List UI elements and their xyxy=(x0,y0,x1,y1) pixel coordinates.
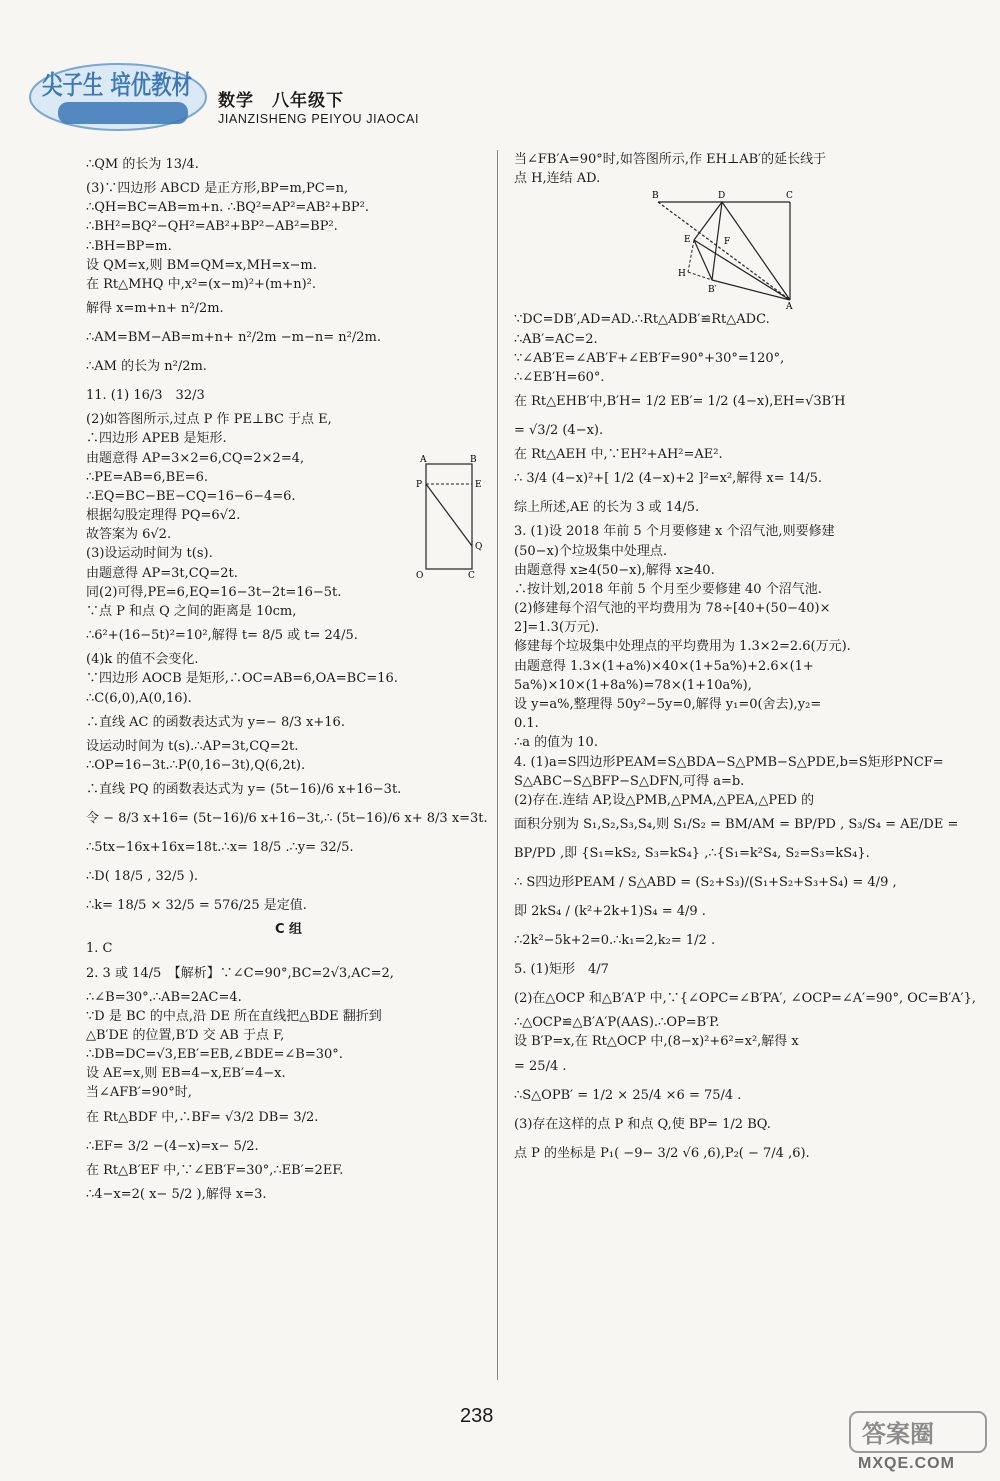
text-line: 2]=1.3(万元). xyxy=(514,620,600,636)
text-line: ∴ S四边形PEAM / S△ABD = (S₂+S₃)/(S₁+S₂+S₃+S₄) = 4/9 , xyxy=(514,875,897,891)
text-line: 由题意得 1.3×(1+a%)×40×(1+5a%)+2.6×(1+ xyxy=(514,658,814,674)
text-line: 设 QM=x,则 BM=QM=x,MH=x−m. xyxy=(86,257,317,273)
text-line: 修建每个垃圾集中处理点的平均费用为 1.3×2=2.6(万元). xyxy=(514,639,851,655)
text-line: ∵∠AB′E=∠AB′F+∠EB′F=90°+30°=120°, xyxy=(514,350,785,366)
text-line: 由题意得 x≥4(50−x),解得 x≥40. xyxy=(514,562,715,578)
text-line: 由题意得 AP=3t,CQ=2t. xyxy=(86,565,238,581)
text-line: 2. 3 或 14/5 【解析】∵∠C=90°,BC=2√3,AC=2, xyxy=(86,965,394,981)
column-divider xyxy=(497,150,498,1380)
text-line: ∴PE=AB=6,BE=6. xyxy=(86,469,208,485)
text-line: 即 2kS₄ / (k²+2k+1)S₄ = 4/9 . xyxy=(514,904,706,920)
text-line: 点 P 的坐标是 P₁( −9− 3/2 √6 ,6),P₂( − 7/4 ,6). xyxy=(514,1145,810,1161)
label-d: D xyxy=(718,191,726,201)
text-line: ∴QM 的长为 13/4. xyxy=(86,157,199,172)
text-line: ∴∠B=30°.∴AB=2AC=4. xyxy=(86,989,242,1005)
text-line: ∴k= 18/5 × 32/5 = 576/25 是定值. xyxy=(86,898,307,914)
text-line: △B′DE 的位置,B′D 交 AB 于点 F, xyxy=(86,1027,285,1043)
text-line: ∴4−x=2( x− 5/2 ),解得 x=3. xyxy=(86,1186,267,1202)
text-line: ∴EF= 3/2 −(4−x)=x− 5/2. xyxy=(86,1138,259,1154)
text-line: ∴a 的值为 10. xyxy=(514,735,598,751)
text-line: (2)在△OCP 和△B′A′P 中,∵{∠OPC=∠B′PA′, ∠OCP=∠A′=90°, OC=B′A′}, xyxy=(514,991,977,1007)
text-line: ∴OP=16−3t.∴P(0,16−3t),Q(6,2t). xyxy=(86,757,306,773)
rectangle-figure xyxy=(416,454,486,579)
text-line: 5. (1)矩形 4/7 xyxy=(514,962,609,978)
text-line: ∴△OCP≌△B′A′P(AAS).∴OP=B′P. xyxy=(514,1015,720,1031)
text-line: 在 Rt△MHQ 中,x²=(x−m)²+(m+n)². xyxy=(86,276,317,292)
text-line: ∴D( 18/5 , 32/5 ). xyxy=(86,869,199,885)
label-b: B xyxy=(470,455,477,465)
label-e: E xyxy=(475,480,482,490)
text-line: ∵四边形 AOCB 是矩形,∴OC=AB=6,OA=BC=16. xyxy=(86,671,398,687)
text-line: 点 H,连结 AD. xyxy=(514,171,601,187)
text-line: (3)存在这样的点 P 和点 Q,使 BP= 1/2 BQ. xyxy=(514,1116,771,1132)
text-line: ∴2k²−5k+2=0.∴k₁=2,k₂= 1/2 . xyxy=(514,933,716,949)
text-line: (3)设运动时间为 t(s). xyxy=(86,546,213,562)
text-line: ∴BH=BP=m. xyxy=(86,238,172,254)
label-c: C xyxy=(786,191,793,201)
text-line: 解得 x=m+n+ n²/2m. xyxy=(86,301,224,317)
label-a: A xyxy=(786,302,793,312)
text-line: S△ABC−S△BFP−S△DFN,可得 a=b. xyxy=(514,773,745,789)
label-p: P xyxy=(416,480,423,490)
label-e: E xyxy=(684,235,691,245)
label-f: F xyxy=(724,237,731,247)
text-line: ∴AB′=AC=2. xyxy=(514,331,598,347)
label-b-prime: B′ xyxy=(708,285,717,295)
page-number: 238 xyxy=(460,1405,494,1427)
right-column xyxy=(514,150,977,1168)
text-line: 令 − 8/3 x+16= (5t−16)/6 x+16−3t,∴ (5t−16)/6 x+ 8/3 x=3t. xyxy=(86,811,488,827)
text-line: ∴5tx−16x+16x=18t.∴x= 18/5 .∴y= 32/5. xyxy=(86,840,354,856)
text-line: ∴BH²=BQ²−QH²=AB²+BP²−AB²=BP². xyxy=(86,219,338,235)
text-line: 在 Rt△AEH 中,∵EH²+AH²=AE². xyxy=(514,447,723,463)
folding-figure xyxy=(650,188,800,310)
text-line: 故答案为 6√2. xyxy=(86,527,172,543)
text-line: ∴四边形 APEB 是矩形. xyxy=(86,431,227,447)
text-line: ∴ 3/4 (4−x)²+[ 1/2 (4−x)+2 ]²=x²,解得 x= 14/5. xyxy=(514,471,823,487)
watermark-url: MXQE.COM xyxy=(858,1455,955,1472)
text-line: 0.1. xyxy=(514,716,539,732)
label-o: O xyxy=(416,571,424,581)
text-line: (2)如答图所示,过点 P 作 PE⊥BC 于点 E, xyxy=(86,412,332,428)
logo-line-1: 尖子生 培优教材 xyxy=(42,71,234,101)
book-title: 数学 八年级下 xyxy=(218,91,344,111)
text-line: = √3/2 (4−x). xyxy=(514,423,604,439)
text-line: ∴AM=BM−AB=m+n+ n²/2m −m−n= n²/2m. xyxy=(86,330,381,346)
text-line: ∵D 是 BC 的中点,沿 DE 所在直线把△BDE 翻折到 xyxy=(86,1008,382,1024)
label-c: C xyxy=(468,571,475,581)
label-a: A xyxy=(420,455,427,465)
text-line: ∴∠EB′H=60°. xyxy=(514,369,605,385)
text-line: 面积分别为 S₁,S₂,S₃,S₄,则 S₁/S₂ = BM/AM = BP/PD , S₃/S₄ = AE/DE = xyxy=(514,817,959,833)
label-b: B xyxy=(652,191,659,201)
text-line: ∴QH=BC=AB=m+n. ∴BQ²=AP²=AB²+BP². xyxy=(86,200,369,216)
section-heading-group-c: C 组 xyxy=(274,922,303,938)
text-line: (2)修建每个沼气池的平均费用为 78÷[40+(50−40)× xyxy=(514,601,831,617)
text-line: (2)存在.连结 AP,设△PMB,△PMA,△PEA,△PED 的 xyxy=(514,792,815,808)
text-line: (3)∵四边形 ABCD 是正方形,BP=m,PC=n, xyxy=(86,181,349,196)
text-line: 综上所述,AE 的长为 3 或 14/5. xyxy=(514,500,700,516)
text-line: 当∠AFB′=90°时, xyxy=(86,1085,192,1101)
text-line: 设运动时间为 t(s).∴AP=3t,CQ=2t. xyxy=(86,738,299,754)
text-line: 1. C xyxy=(86,941,113,957)
text-line: ∴DB=DC=√3,EB′=EB,∠BDE=∠B=30°. xyxy=(86,1047,343,1063)
text-line: ∴EQ=BC−BE−CQ=16−6−4=6. xyxy=(86,488,296,504)
text-line: BP/PD ,即 {S₁=kS₂, S₃=kS₄} ,∴{S₁=k²S₄, S₂=S₃=kS₄}. xyxy=(514,846,870,862)
text-line: 11. (1) 16/3 32/3 xyxy=(86,388,205,404)
text-line: ∴直线 AC 的函数表达式为 y=− 8/3 x+16. xyxy=(86,714,345,730)
text-line: 根据勾股定理得 PQ=6√2. xyxy=(86,508,241,524)
text-line: ∵DC=DB′,AD=AD.∴Rt△ADB′≌Rt△ADC. xyxy=(514,312,770,328)
text-line: 5a%)×10×(1+8a%)=78×(1+10a%), xyxy=(514,677,752,693)
text-line: 3. (1)设 2018 年前 5 个月要修建 x 个沼气池,则要修建 xyxy=(514,524,835,540)
text-line: (4)k 的值不会变化. xyxy=(86,652,199,668)
text-line: 同(2)可得,PE=6,EQ=16−3t−2t=16−5t. xyxy=(86,584,342,600)
text-line: ∴S△OPB′ = 1/2 × 25/4 ×6 = 75/4 . xyxy=(514,1087,742,1103)
text-line: 设 AE=x,则 EB=4−x,EB′=4−x. xyxy=(86,1066,286,1082)
text-line: 4. (1)a=S四边形PEAM=S△BDA−S△PMB−S△PDE,b=S矩形PNCF= xyxy=(514,754,944,770)
text-line: ∴按计划,2018 年前 5 个月至少要修建 40 个沼气池. xyxy=(514,581,822,597)
text-line: 在 Rt△B′EF 中,∵∠EB′F=30°,∴EB′=2EF. xyxy=(86,1162,344,1178)
text-line: 在 Rt△EHB′中,B′H= 1/2 EB′= 1/2 (4−x),EH=√3B′H xyxy=(514,394,846,410)
book-series-logo xyxy=(28,62,234,132)
text-line: 设 B′P=x,在 Rt△OCP 中,(8−x)²+6²=x²,解得 x xyxy=(514,1034,799,1050)
label-h: H xyxy=(678,269,686,279)
text-line: (50−x)个垃圾集中处理点. xyxy=(514,543,668,559)
book-subtitle: JIANZISHENG PEIYOU JIAOCAI xyxy=(218,112,420,126)
text-line: ∵点 P 和点 Q 之间的距离是 10cm, xyxy=(86,604,297,619)
left-column xyxy=(86,150,491,1209)
text-line: 当∠FB′A=90°时,如答图所示,作 EH⊥AB′的延长线于 xyxy=(514,152,827,167)
text-line: = 25/4 . xyxy=(514,1058,567,1074)
label-q: Q xyxy=(475,542,483,552)
text-line: ∴C(6,0),A(0,16). xyxy=(86,690,192,706)
watermark-logo-text: 答案圈 xyxy=(862,1420,934,1448)
text-line: 在 Rt△BDF 中,∴BF= √3/2 DB= 3/2. xyxy=(86,1109,319,1125)
text-line: ∴直线 PQ 的函数表达式为 y= (5t−16)/6 x+16−3t. xyxy=(86,782,402,798)
text-line: ∴AM 的长为 n²/2m. xyxy=(86,359,207,375)
text-line: ∴6²+(16−5t)²=10²,解得 t= 8/5 或 t= 24/5. xyxy=(86,628,358,644)
text-line: 由题意得 AP=3×2=6,CQ=2×2=4, xyxy=(86,450,305,466)
text-line: 设 y=a%,整理得 50y²−5y=0,解得 y₁=0(舍去),y₂= xyxy=(514,697,822,712)
